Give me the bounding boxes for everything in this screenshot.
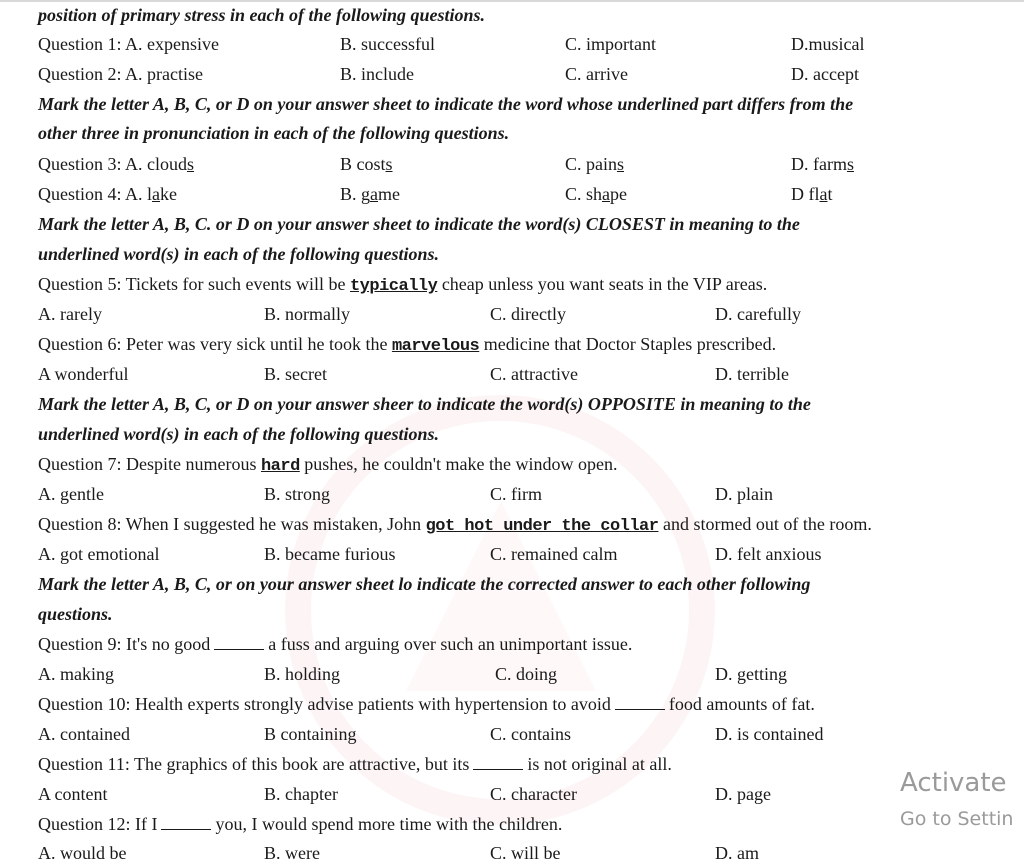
question-2-row [38,59,998,89]
q4-option-a: Question 4: A. lake [38,184,178,204]
question-7-stem: Question 7: Despite numerous hard pushes, he couldn't make the window open. [38,454,618,476]
q12-option-c: C. will be [490,843,561,863]
q10-blank [615,695,665,710]
instruction-pronunciation-line1: Mark the letter A, B, C, or D on your answer sheet to indicate the word whose underlined part differs from the [38,94,854,114]
question-10-options [38,719,998,749]
q6-key-phrase: marvelous [391,337,480,356]
q7-option-d: D. plain [715,484,773,504]
q8-option-c: C. remained calm [490,544,618,564]
q11-option-d: D. page [715,784,771,804]
question-5-options [38,299,998,329]
q11-option-b: B. chapter [264,784,338,804]
q5-key-phrase: typically [349,277,438,296]
windows-activate-title: Activate [900,768,1007,798]
q6-option-c: C. attractive [490,364,578,384]
q9-blank [214,635,264,650]
question-4-row [38,179,998,209]
q7-option-a: A. gentle [38,484,104,504]
instruction-closest-line1: Mark the letter A, B, C. or D on your answer sheet to indicate the word(s) CLOSEST in meaning to the [38,214,800,234]
q4-option-c: C. shape [565,184,628,204]
q6-option-b: B. secret [264,364,327,384]
q4-option-d: D flat [791,184,833,204]
q3-option-a: Question 3: A. clouds [38,154,195,174]
q10-option-d: D. is contained [715,724,824,744]
q3-option-d: D. farms [791,154,854,174]
q5-option-a: A. rarely [38,304,102,324]
question-11-options [38,779,898,809]
instruction-stress: position of primary stress in each of the following questions. [38,5,486,25]
q12-option-b: B. were [264,843,320,863]
q8-key-phrase: got hot under the collar [425,517,659,536]
q1-option-b: B. successful [340,34,435,54]
q10-option-b: B containing [264,724,357,744]
windows-goto-settings-link[interactable]: Go to Settin [900,808,1014,830]
question-6-options [38,359,998,389]
q9-option-d: D. getting [715,664,787,684]
question-8-stem: Question 8: When I suggested he was mistaken, John got hot under the collar and stormed out of the room. [38,514,872,536]
q2-option-c: C. arrive [565,64,628,84]
q6-option-a: A wonderful [38,364,129,384]
q6-option-d: D. terrible [715,364,789,384]
q2-option-b: B. include [340,64,414,84]
q12-option-d: D. am [715,843,759,863]
q1-option-a: Question 1: A. expensive [38,34,219,54]
question-12-stem: Question 12: If I you, I would spend more time with the children. [38,814,563,834]
question-7-options [38,479,998,509]
instruction-opposite-line2: underlined word(s) in each of the following questions. [38,424,440,444]
instruction-closest-line2: underlined word(s) in each of the following questions. [38,244,440,264]
question-9-options [38,659,998,689]
q7-option-b: B. strong [264,484,331,504]
question-9-stem: Question 9: It's no good a fuss and arguing over such an unimportant issue. [38,634,633,654]
q5-option-c: C. directly [490,304,566,324]
q7-key-phrase: hard [260,457,300,476]
q9-option-b: B. holding [264,664,341,684]
q2-option-d: D. accept [791,64,859,84]
q10-option-c: C. contains [490,724,571,744]
q8-option-a: A. got emotional [38,544,160,564]
q3-option-b: B costs [340,154,393,174]
question-5-stem: Question 5: Tickets for such events will be typically cheap unless you want seats in the VIP areas. [38,274,768,296]
q10-option-a: A. contained [38,724,130,744]
question-6-stem: Question 6: Peter was very sick until he took the marvelous medicine that Doctor Staples prescribed. [38,334,777,356]
q1-option-d: D.musical [791,34,865,54]
q12-blank [161,815,211,830]
q5-option-b: B. normally [264,304,350,324]
instruction-opposite-line1: Mark the letter A, B, C, or D on your answer sheer to indicate the word(s) OPPOSITE in meaning to the [38,394,811,414]
instruction-corrected-line2: questions. [38,604,113,624]
q2-option-a: Question 2: A. practise [38,64,203,84]
q11-blank [473,755,523,770]
q3-option-c: C. pains [565,154,625,174]
q9-option-c: C. doing [495,664,558,684]
q9-option-a: A. making [38,664,114,684]
question-10-stem: Question 10: Health experts strongly advise patients with hypertension to avoid food amounts of fat. [38,694,815,714]
q4-option-b: B. game [340,184,401,204]
q12-option-a: A. would be [38,843,127,863]
q8-option-b: B. became furious [264,544,396,564]
question-3-row [38,149,998,179]
q11-option-c: C. character [490,784,577,804]
q7-option-c: C. firm [490,484,542,504]
q1-option-c: C. important [565,34,656,54]
instruction-pronunciation-line2: other three in pronunciation in each of the following questions. [38,123,510,143]
question-11-stem: Question 11: The graphics of this book are attractive, but its is not original at all. [38,754,672,774]
question-8-options [38,539,998,569]
question-12-options [38,838,898,868]
instruction-corrected-line1: Mark the letter A, B, C, or on your answer sheet lo indicate the corrected answer to each other following [38,574,811,594]
q5-option-d: D. carefully [715,304,801,324]
q11-option-a: A content [38,784,108,804]
question-1-row [38,29,998,59]
q8-option-d: D. felt anxious [715,544,822,564]
